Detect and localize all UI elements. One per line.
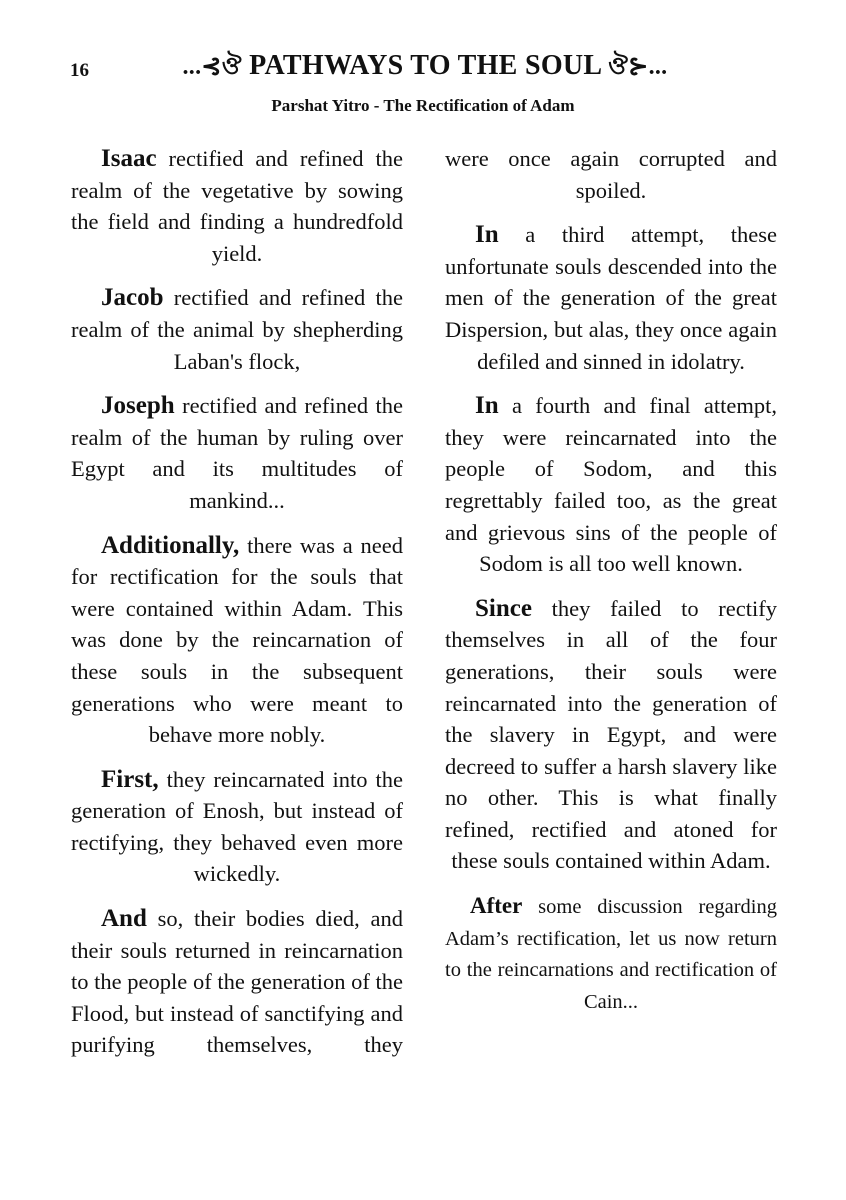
lead-word: Additionally, [101,531,240,559]
running-header-title [130,48,720,88]
book-title: PATHWAYS TO THE SOUL [249,50,601,81]
paragraph-since [445,593,777,877]
paragraph-text: rectified and refined the realm of the vegetative by sowing the field and finding a hundredfold yield. [71,146,403,266]
paragraph-text: rectified and refined the realm of the human by ruling over Egypt and its multitudes of mankind... [71,393,403,513]
paragraph-third-attempt [445,219,777,377]
right-column [445,143,777,1031]
lead-word: Isaac [101,145,157,172]
page-number: 16 [70,60,89,81]
paragraph-continued [445,143,777,206]
paragraph-text: rectified and refined the realm of the animal by shepherding Laban's flock, [71,285,403,374]
lead-word: In [475,392,499,420]
paragraph-text: there was a need for rectification for the souls that were contained within Adam. This was done by the reincarnation of these souls in the subsequent generations who were meant to behave more nobly. [71,532,403,748]
paragraph-text: a third attempt, these unfortunate souls descended into the men of the generation of the great Dispersion, but alas, they once again defiled and sinned in idolatry. [445,222,777,374]
lead-word: Jacob [101,284,164,312]
paragraph-after [445,890,777,1018]
paragraph-fourth-attempt [445,390,777,580]
paragraph-joseph [71,390,403,516]
paragraph-and [71,903,403,1061]
paragraph-first [71,764,403,890]
paragraph-text: some discussion regarding Adam’s rectification, let us now return to the reincarnations and rectification of Cain... [445,896,777,1013]
ornament-right: ঔ⊱... [608,54,668,80]
lead-word: After [470,893,523,919]
ornament-left: ...⊰ঔ [182,54,242,80]
paragraph-text: they reincarnated into the generation of Enosh, but instead of rectifying, they behaved even more wickedly. [71,766,403,887]
lead-word: Joseph [101,392,175,420]
paragraph-jacob [71,282,403,377]
lead-word: And [101,905,147,933]
chapter-subtitle: Parshat Yitro - The Rectification of Adam [271,96,575,115]
lead-word: In [475,221,499,249]
paragraph-text: were once again corrupted and spoiled. [445,146,777,203]
paragraph-additionally [71,530,403,751]
paragraph-text: they failed to rectify themselves in all of the four generations, their souls were reincarnated into the generation of the slavery in Egypt, and were decreed to suffer a harsh slavery like no other. This is what finally refined, rectified and atoned for these souls contained within Adam. [445,595,777,874]
paragraph-isaac [71,143,403,269]
left-column [71,143,403,1074]
lead-word: First, [101,765,159,793]
paragraph-text: a fourth and final attempt, they were reincarnated into the people of Sodom, and this regrettably failed too, as the great and grievous sins of the people of Sodom is all too well known. [445,393,777,577]
lead-word: Since [475,594,532,622]
paragraph-text: so, their bodies died, and their souls returned in reincarnation to the people of the generation of the Flood, but instead of sanctifying and purifying themselves, they [71,906,403,1058]
